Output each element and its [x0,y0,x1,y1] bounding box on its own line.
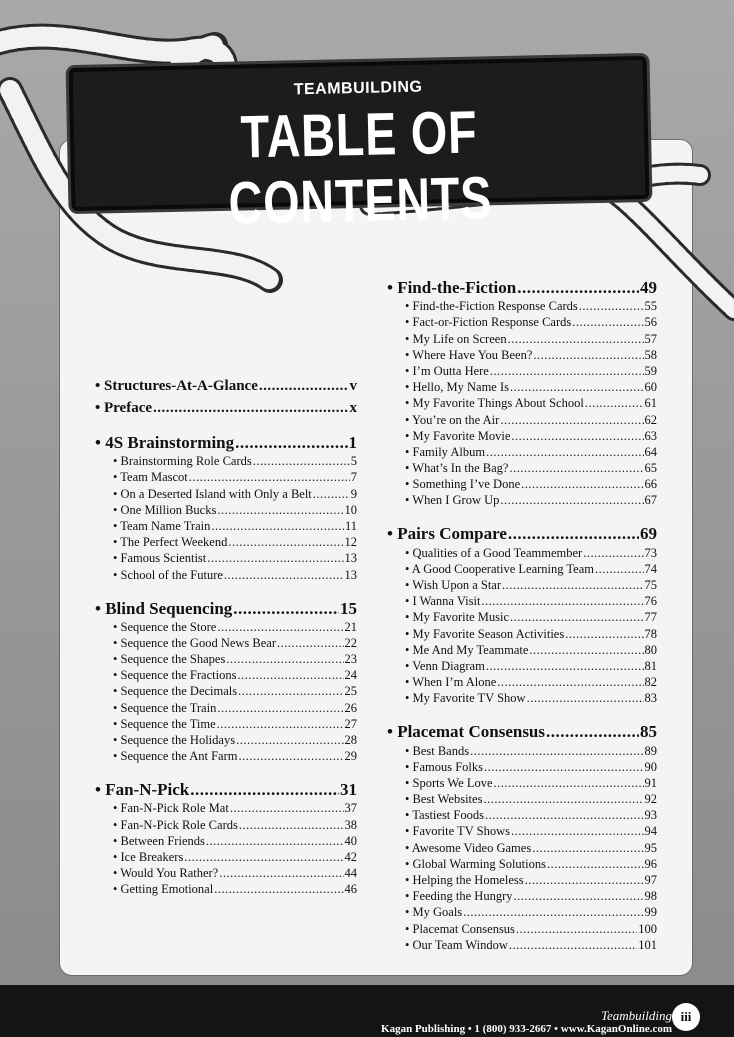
entry-title: • Where Have You Been? [405,347,533,362]
entry-page: 49 [640,278,657,297]
toc-subentry [387,920,657,936]
dot-leader [233,599,339,619]
entry-page: 62 [644,412,657,427]
entry-page: 66 [644,477,657,492]
entry-title: • Ice Breakers [113,849,184,864]
toc-subentry [387,476,657,492]
toc-subentry [95,502,357,518]
entry-title: • I’m Outta Here [405,363,489,378]
entry-page: 56 [644,315,657,330]
entry-title: • Something I’ve Done [405,477,521,492]
entry-title: • School of the Future [113,567,223,582]
footer-publisher: Kagan Publishing • 1 (800) 933-2667 • www.KaganOnline.com [381,1023,672,1035]
toc-subentry [387,577,657,593]
dot-leader [237,668,343,683]
toc-subentry [387,937,657,953]
toc-subentry [387,347,657,363]
entry-title: • Placemat Consensus [387,722,546,742]
toc-entry [95,373,357,395]
entry-page: x [349,400,357,416]
entry-page: 10 [344,502,357,517]
entry-title: • Famous Scientist [113,551,207,566]
entry-title: • Sequence the Store [113,619,217,634]
dot-leader [239,818,344,833]
entry-title: • Venn Diagram [405,658,485,673]
toc-entry [95,395,357,417]
entry-page: 99 [644,905,657,920]
entry-page: 55 [644,299,657,314]
dot-leader [217,620,343,635]
dot-leader [513,889,643,904]
entry-page: 91 [644,775,657,790]
dot-leader [509,461,643,476]
dot-leader [529,643,643,658]
entry-title: • Hello, My Name Is [405,380,510,395]
toc-subentry [387,460,657,476]
toc-subentry [387,856,657,872]
toc-subentry [387,658,657,674]
entry-title: • Fan-N-Pick [95,780,190,800]
entry-title: • Sequence the Holidays [113,733,236,747]
toc-subentry [387,314,657,330]
dot-leader [485,808,644,823]
entry-title: • My Favorite Movie [405,428,511,443]
entry-page: 58 [644,347,657,362]
entry-page: 46 [344,882,357,897]
entry-page: 100 [638,921,657,936]
dot-leader [259,378,349,395]
entry-title: • Famous Folks [405,759,484,774]
dot-leader [583,546,643,561]
entry-title: • Find-the-Fiction [387,278,517,297]
toc-subentry [95,816,357,832]
entry-page: 93 [644,808,657,823]
section-heading [387,718,657,742]
entry-page: 28 [344,733,357,747]
dot-leader [207,551,343,566]
entry-title: • Structures-At-A-Glance [95,378,258,394]
entry-page: 97 [644,873,657,887]
entry-page: 101 [638,937,657,952]
entry-title: • Sequence the Time [113,716,216,731]
entry-title: • What’s In the Bag? [405,461,509,476]
entry-page: 57 [644,331,657,346]
toc-subentry [95,453,357,469]
toc-subentry [387,839,657,855]
dot-leader [502,578,644,593]
toc-subentry [387,759,657,775]
entry-title: • Qualities of a Good Teammember [405,545,583,560]
entry-title: • Helping the Homeless [405,873,524,887]
entry-page: 9 [350,486,357,501]
dot-leader [484,760,643,775]
entry-title: • The Perfect Weekend [113,535,228,550]
toc-subentry [95,849,357,865]
entry-title: • Sequence the Decimals [113,684,238,699]
dot-leader [277,636,343,651]
dot-leader [184,850,343,865]
toc-subentry [95,619,357,635]
title-banner [69,56,650,237]
entry-page: 25 [344,684,357,699]
entry-title: • Brainstorming Role Cards [113,454,252,469]
dot-leader [189,470,350,485]
toc-subentry [95,748,357,764]
dot-leader [500,493,643,508]
entry-page: 1 [348,433,357,452]
toc-subentry [95,635,357,651]
dot-leader [516,922,637,937]
dot-leader [224,568,344,583]
toc-subentry [387,904,657,920]
dot-leader [511,824,644,839]
dot-leader [463,905,643,920]
entry-title: • One Million Bucks [113,502,217,517]
entry-title: • Fact-or-Fiction Response Cards [405,315,572,330]
entry-page: 24 [344,668,357,683]
entry-page: 90 [644,759,657,774]
dot-leader [481,594,643,609]
toc-subentry [387,363,657,379]
toc-subentry [95,732,357,748]
entry-title: • Team Name Train [113,518,211,533]
entry-page: 94 [644,824,657,839]
toc-subentry [387,544,657,560]
section-heading [387,274,657,298]
entry-title: • My Favorite Season Activities [405,626,565,641]
dot-leader [521,477,643,492]
entry-page: 7 [350,470,357,485]
entry-title: • My Favorite Music [405,610,510,625]
entry-title: • Family Album [405,444,486,459]
entry-page: 44 [344,866,357,881]
entry-page: 11 [344,518,357,533]
entry-page: 31 [340,780,357,800]
entry-page: 75 [644,578,657,592]
dot-leader [206,834,344,849]
entry-page: 74 [644,561,657,576]
toc-subentry [387,593,657,609]
toc-subentry [387,642,657,658]
entry-title: • Sequence the Good News Bear [113,635,277,650]
entry-page: 82 [644,675,657,690]
toc-subentry [387,330,657,346]
dot-leader [508,524,639,544]
entry-page: 78 [644,626,657,641]
dot-leader [533,348,643,363]
dot-leader [585,396,644,411]
dot-leader [579,299,644,314]
entry-page: 15 [340,598,357,618]
entry-page: 96 [644,856,657,871]
toc-subentry [95,485,357,501]
dot-leader [236,733,343,748]
toc-subentry [95,550,357,566]
dot-leader [547,857,644,872]
toc-subentry [387,379,657,395]
entry-title: • Pairs Compare [387,524,507,544]
toc-subentry [95,716,357,732]
entry-page: 92 [644,792,657,807]
dot-leader [572,315,643,330]
entry-page: 37 [344,801,357,816]
entry-title: • Best Bands [405,743,470,758]
toc-subentry [387,690,657,706]
toc-subentry [95,534,357,550]
dot-leader [510,610,643,625]
dot-leader [228,535,343,550]
dot-leader [595,562,644,577]
toc-subentry [95,469,357,485]
dot-leader [238,684,343,699]
entry-page: 80 [644,642,657,657]
toc-subentry [387,298,657,314]
entry-page: 26 [344,700,357,715]
toc-subentry [95,865,357,881]
toc-subentry [95,667,357,683]
entry-title: • Getting Emotional [113,882,214,897]
toc-subentry [95,881,357,897]
banner-subtitle: TEAMBUILDING [293,78,423,99]
toc-subentry [387,609,657,625]
toc-subentry [387,492,657,508]
toc-subentry [387,428,657,444]
page-number: iii [672,1003,700,1031]
entry-title: • My Favorite Things About School [405,396,584,411]
entry-title: • Our Team Window [405,937,508,952]
entry-title: • A Good Cooperative Learning Team [405,561,594,576]
toc-subentry [95,800,357,816]
entry-title: • My Life on Screen [405,331,507,346]
entry-page: 69 [640,524,657,544]
entry-title: • My Favorite TV Show [405,691,526,706]
entry-page: 38 [344,817,357,832]
entry-page: 95 [644,840,657,855]
dot-leader [217,701,343,716]
entry-title: • Placemat Consensus [405,921,515,936]
entry-title: • Sports We Love [405,775,493,790]
dot-leader [217,503,343,518]
toc-subentry [387,444,657,460]
entry-title: • Preface [95,400,153,416]
entry-title: • I Wanna Visit [405,594,481,609]
entry-title: • Global Warming Solutions [405,856,546,871]
entry-title: • 4S Brainstorming [95,433,235,452]
dot-leader [239,749,344,764]
section-heading [95,776,357,800]
dot-leader [190,780,339,800]
dot-leader [508,332,644,347]
dot-leader [527,691,644,706]
dot-leader [494,776,644,791]
section-heading [387,520,657,544]
entry-title: • You’re on the Air [405,412,500,427]
dot-leader [217,717,344,732]
toc-subentry [387,561,657,577]
entry-title: • Fan-N-Pick Role Mat [113,801,229,816]
toc-subentry [387,807,657,823]
dot-leader [313,487,350,502]
dot-leader [219,866,343,881]
toc-subentry [387,411,657,427]
entry-title: • My Goals [405,905,463,920]
dot-leader [497,675,643,690]
dot-leader [486,445,643,460]
entry-title: • Team Mascot [113,470,188,485]
banner-title: TABLE OF CONTENTS [227,98,493,237]
entry-page: 89 [644,743,657,758]
toc-subentry [387,791,657,807]
entry-page: 65 [644,461,657,476]
entry-title: • Find-the-Fiction Response Cards [405,299,578,314]
toc-subentry [95,651,357,667]
dot-leader [230,801,344,816]
dot-leader [525,873,644,888]
toc-subentry [387,872,657,888]
entry-title: • Would You Rather? [113,866,219,881]
toc-subentry [387,625,657,641]
dot-leader [486,659,644,674]
entry-title: • Wish Upon a Star [405,578,501,592]
dot-leader [510,380,643,395]
dot-leader [565,627,643,642]
toc-subentry [387,775,657,791]
dot-leader [226,652,343,667]
dot-leader [517,278,639,298]
entry-page: 77 [644,610,657,625]
entry-page: 85 [640,722,657,742]
entry-title: • Best Websites [405,792,483,807]
section-gap [95,417,357,429]
entry-title: • Sequence the Ant Farm [113,749,238,764]
entry-title: • When I Grow Up [405,493,500,508]
entry-title: • Sequence the Shapes [113,652,226,667]
entry-page: 83 [644,691,657,706]
entry-page: 81 [644,658,657,673]
entry-title: • Favorite TV Shows [405,824,510,839]
dot-leader [511,429,643,444]
entry-title: • Awesome Video Games [405,840,532,855]
dot-leader [235,433,347,453]
section-gap [95,764,357,776]
toc-subentry [95,518,357,534]
entry-page: 40 [344,833,357,848]
footer-brand: Teambuilding [600,1008,672,1023]
entry-title: • Feeding the Hungry [405,889,513,904]
dot-leader [253,454,350,469]
entry-page: 22 [344,635,357,650]
section-gap [387,706,657,718]
entry-title: • Tastiest Foods [405,808,484,823]
entry-page: 60 [644,380,657,395]
section-gap [387,508,657,520]
toc-subentry [387,888,657,904]
dot-leader [214,882,343,897]
entry-page: v [349,378,357,394]
entry-page: 64 [644,444,657,459]
dot-leader [500,413,643,428]
dot-leader [470,744,643,759]
entry-page: 76 [644,594,657,609]
entry-title: • Blind Sequencing [95,598,233,618]
entry-page: 5 [350,454,357,469]
toc-subentry [95,833,357,849]
entry-page: 63 [644,428,657,443]
entry-page: 67 [644,493,657,508]
entry-page: 98 [644,889,657,904]
toc-subentry [387,823,657,839]
entry-page: 13 [344,551,357,566]
toc-subentry [387,742,657,758]
entry-page: 23 [344,652,357,667]
entry-title: • When I’m Alone [405,675,497,690]
toc-subentry [95,566,357,582]
entry-page: 13 [344,567,357,582]
dot-leader [546,722,639,742]
entry-page: 73 [644,545,657,560]
toc-subentry [387,395,657,411]
dot-leader [153,400,348,417]
entry-page: 29 [344,749,357,764]
toc-subentry [95,683,357,699]
toc-subentry [95,699,357,715]
entry-page: 27 [344,716,357,731]
entry-title: • Fan-N-Pick Role Cards [113,817,238,832]
section-heading [95,429,357,453]
entry-title: • Me And My Teammate [405,642,529,657]
dot-leader [532,841,643,856]
entry-page: 59 [644,363,657,378]
entry-title: • On a Deserted Island with Only a Belt [113,486,312,501]
entry-page: 21 [344,619,357,634]
entry-title: • Sequence the Train [113,700,217,715]
dot-leader [483,792,643,807]
entry-page: 12 [344,535,357,550]
toc-subentry [387,674,657,690]
dot-leader [490,364,644,379]
entry-title: • Between Friends [113,833,205,848]
dot-leader [509,938,637,953]
section-heading [95,595,357,619]
entry-page: 61 [644,396,657,411]
entry-page: 42 [344,849,357,864]
entry-title: • Sequence the Fractions [113,668,237,683]
dot-leader [211,519,344,534]
section-gap [95,583,357,595]
